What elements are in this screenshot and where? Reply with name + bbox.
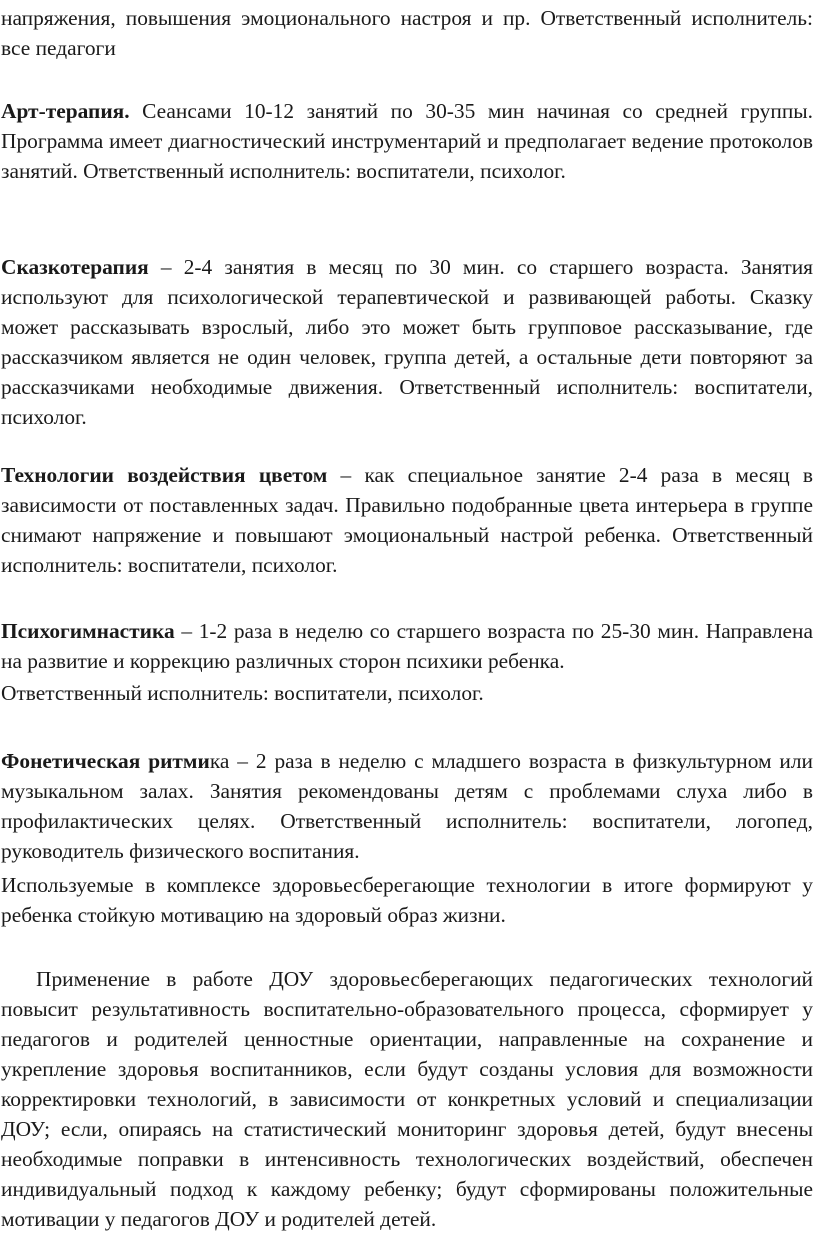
- summary-paragraph: [1, 870, 813, 930]
- color-tech-title: Технологии воздействия цветом: [1, 463, 328, 487]
- intro-text: напряжения, повышения эмоционального настроя и пр. Ответственный исполнитель: все педагоги: [1, 6, 813, 60]
- psycho-gym-responsible: [1, 678, 813, 708]
- psycho-gym-title: Психогимнастика: [1, 619, 175, 643]
- intro-paragraph: [1, 3, 813, 63]
- conclusion-text: Применение в работе ДОУ здоровьесберегающих педагогических технологий повысит результативность воспитательно-образовательного процесса, сформирует у педагогов и родителей ценностные ориентации, направленные на сохранение и укрепление здоровья воспитанников, если будут созданы условия для возможности корректировки технологий, в зависимости от конкретных условий и специализации ДОУ; если, опираясь на статистический мониторинг здоровья детей, будут внесены необходимые поправки в интенсивность технологических воздействий, обеспечен индивидуальный подход к каждому ребенку; будут сформированы положительные мотивации у педагогов ДОУ и родителей детей.: [1, 967, 813, 1231]
- psycho-gym-responsible-text: Ответственный исполнитель: воспитатели, психолог.: [1, 681, 484, 705]
- phonetic-rhythm-text: – 2 раза в неделю с младшего возраста в физкультурном или музыкальном залах. Занятия рекомендованы детям с проблемами слуха либо в профилактических целях. Ответственный исполнитель: воспитатели, логопед, руководитель физического воспитания.: [1, 749, 814, 863]
- summary-text: Используемые в комплексе здоровьесберегающие технологии в итоге формируют у ребенка стойкую мотивацию на здоровый образ жизни.: [1, 873, 813, 927]
- fairy-tale-therapy-title: Сказкотерапия: [1, 255, 149, 279]
- phonetic-rhythm-title: Фонетическая ритми: [1, 749, 210, 773]
- fairy-tale-therapy-paragraph: [1, 252, 813, 432]
- color-tech-text: – как специальное занятие 2-4 раза в месяц в зависимости от поставленных задач. Правильно подобранные цвета интерьера в группе снимают напряжение и повышают эмоциональный настрой ребенка. Ответственный исполнитель: воспитатели, психолог.: [1, 463, 813, 577]
- psycho-gym-text: – 1-2 раза в неделю со старшего возраста по 25-30 мин. Направлена на развитие и коррекцию различных сторон психики ребенка.: [1, 619, 813, 673]
- art-therapy-paragraph: [1, 96, 813, 186]
- psycho-gym-paragraph: [1, 616, 813, 676]
- conclusion-paragraph: [1, 964, 813, 1234]
- phonetic-rhythm-title-rest: ка: [209, 749, 230, 773]
- fairy-tale-therapy-text: – 2-4 занятия в месяц по 30 мин. со старшего возраста. Занятия используют для психологической терапевтической и развивающей работы. Сказку может рассказывать взрослый, либо это может быть групповое рассказывание, где рассказчиком является не один человек, группа детей, а остальные дети повторяют за рассказчиками необходимые движения. Ответственный исполнитель: воспитатели, психолог.: [1, 255, 813, 429]
- art-therapy-text: Сеансами 10-12 занятий по 30-35 мин начиная со средней группы. Программа имеет диагностический инструментарий и предполагает ведение протоколов занятий. Ответственный исполнитель: воспитатели, психолог.: [1, 99, 813, 183]
- phonetic-rhythm-paragraph: [1, 746, 813, 866]
- art-therapy-title: Арт-терапия.: [1, 99, 130, 123]
- color-tech-paragraph: [1, 460, 813, 580]
